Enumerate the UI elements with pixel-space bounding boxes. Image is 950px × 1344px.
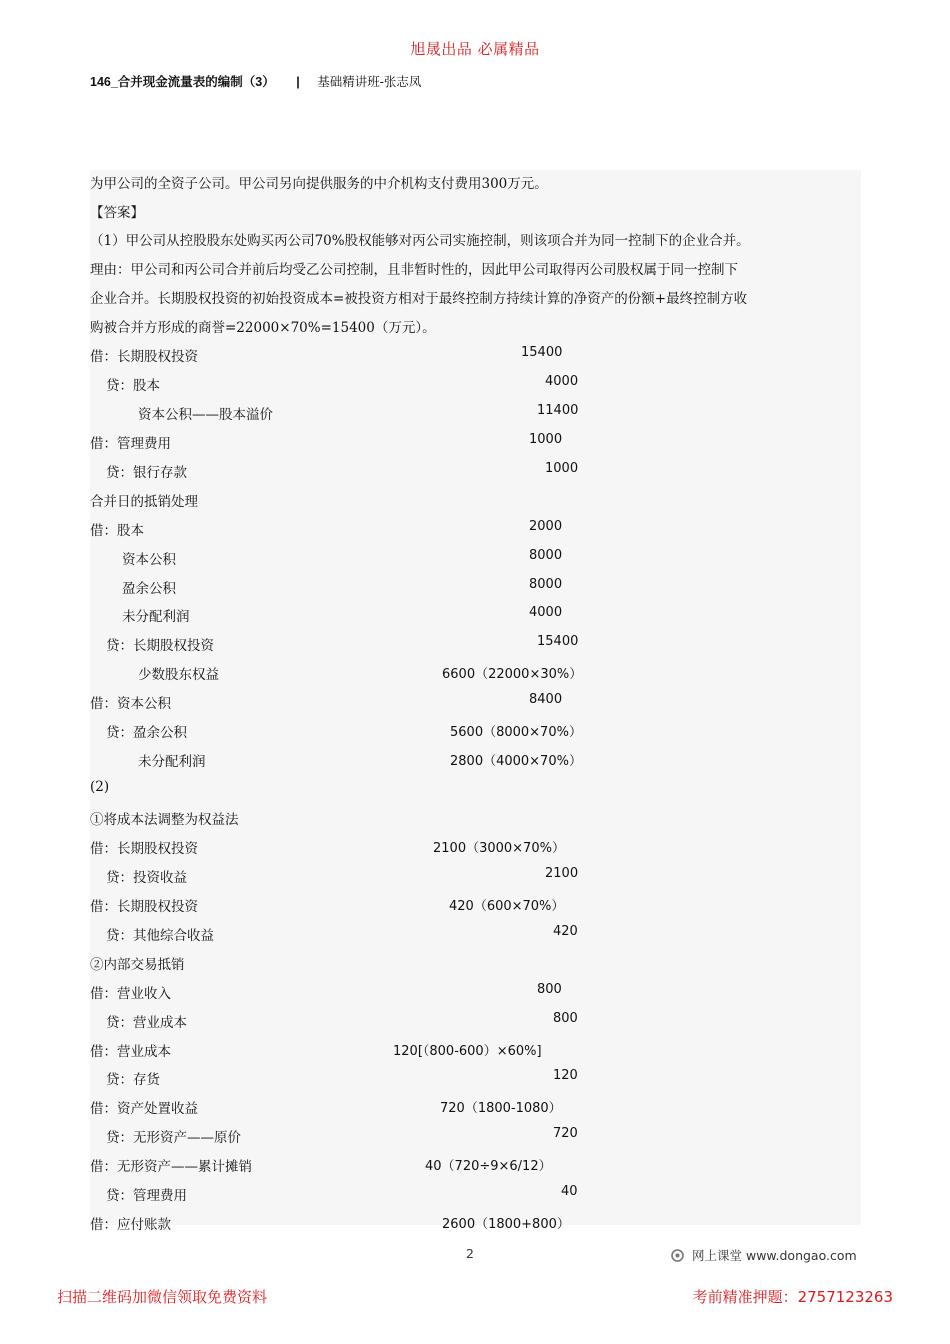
answer-heading: 【答案】 [90,204,144,221]
watermark-top: 旭晟出品 必属精品 [410,40,540,58]
account-name: 贷：银行存款 [106,464,187,481]
amount: 2100 [545,865,579,881]
paragraph: 企业合并。长期股权投资的初始投资成本=被投资方相对于最终控制方持续计算的净资产的份额+最终控制方收 [90,290,748,307]
journal-row [90,485,861,514]
account-name: 贷：长期股权投资 [106,638,214,655]
journal-row [90,745,861,774]
account-name: 借：长期股权投资 [90,349,198,365]
brand-footer[interactable] [671,1246,857,1264]
account-name: 资本公积 [122,551,176,568]
journal-row [90,1121,861,1150]
amount: 8000 [529,547,563,563]
account-name: 借：应付账款 [90,1217,171,1234]
amount: 800 [553,1010,578,1026]
account-name: ①将成本法调整为权益法 [90,812,239,828]
brand-name: 网上课堂 [691,1248,742,1263]
paragraph: （1）甲公司从控股股东处购买丙公司70%股权能够对丙公司实施控制，则该项合并为同一控制下的企业合并。 [90,233,750,250]
journal-row [90,456,861,485]
account-name: 少数股东权益 [138,667,219,684]
amount: 8400 [529,692,563,708]
amount: 720（1800-1080） [440,1101,562,1117]
lesson-title: 146_合并现金流量表的编制（3） [90,75,275,89]
account-name: 借：股本 [90,522,144,539]
amount: 1000 [545,460,579,476]
account-name: ②内部交易抵销 [90,956,185,973]
account-name: 借：长期股权投资 [90,898,198,915]
journal-entries [90,340,861,1237]
amount: 6600（22000×30%） [442,667,583,683]
account-name: 借：营业收入 [90,985,171,1002]
account-name: 资本公积——股本溢价 [138,406,273,423]
journal-row [90,427,861,456]
journal-row [90,398,861,427]
account-name: 未分配利润 [138,754,206,771]
journal-row [90,774,861,803]
journal-row [90,1092,861,1121]
paragraph: 购被合并方形成的商誉=22000×70%=15400（万元）。 [90,319,436,336]
journal-row [90,600,861,629]
amount: 1000 [529,431,563,447]
amount: 4000 [529,605,563,621]
journal-row [90,716,861,745]
journal-row [90,1006,861,1035]
amount: 2000 [529,518,563,534]
account-name: 借：资本公积 [90,696,171,713]
journal-row [90,687,861,716]
header-separator: | [296,75,300,89]
journal-row [90,514,861,543]
account-name: 贷：其他综合收益 [106,927,214,944]
page-number: 2 [466,1246,474,1261]
journal-row [90,977,861,1006]
journal-row [90,1035,861,1064]
journal-row [90,1179,861,1208]
footer-promo-left: 扫描二维码加微信领取免费资料 [57,1288,268,1306]
account-name: 借：营业成本 [90,1043,171,1060]
account-name: 盈余公积 [122,580,176,597]
course-name: 基础精讲班-张志凤 [317,75,422,89]
account-name: 未分配利润 [122,609,190,626]
brand-url[interactable]: www.dongao.com [745,1248,857,1263]
amount: 40（720÷9×6/12） [425,1159,552,1175]
amount: 800 [537,981,562,997]
dongao-logo-icon [671,1248,688,1263]
account-name: 借：资产处置收益 [90,1101,198,1118]
page-header [90,72,421,90]
journal-row [90,890,861,919]
paragraph: 为甲公司的全资子公司。甲公司另向提供服务的中介机构支付费用300万元。 [90,176,548,192]
journal-row [90,543,861,572]
journal-row [90,369,861,398]
amount: 120 [553,1068,578,1084]
account-name: 贷：营业成本 [106,1014,187,1031]
account-name: 借：长期股权投资 [90,840,198,857]
account-name: 贷：股本 [106,377,160,394]
journal-row [90,861,861,890]
account-name: 贷：管理费用 [106,1188,187,1205]
amount: 15400 [521,345,563,360]
account-name: 借：无形资产——累计摊销 [90,1159,252,1176]
journal-row [90,629,861,658]
journal-row [90,832,861,861]
journal-row [90,572,861,601]
account-name: 合并日的抵销处理 [90,493,198,510]
account-name: 贷：存货 [106,1072,160,1089]
journal-row [90,340,861,369]
amount: 4000 [545,373,579,389]
account-name: 贷：盈余公积 [106,725,187,742]
footer-promo-right: 考前精准押题：2757123263 [692,1288,893,1306]
account-name: 贷：投资收益 [106,869,187,886]
account-name: 借：管理费用 [90,435,171,452]
journal-row [90,919,861,948]
journal-row [90,948,861,977]
amount: 2800（4000×70%） [450,754,582,770]
amount: 120[（800-600）×60%] [393,1043,542,1059]
journal-row [90,803,861,832]
amount: 2600（1800+800） [442,1217,570,1233]
amount: 420（600×70%） [449,898,565,914]
amount: 40 [561,1184,578,1200]
amount: 8000 [529,576,563,592]
amount: 720 [553,1126,578,1142]
journal-row [90,1208,861,1237]
account-name: 贷：无形资产——原价 [106,1130,241,1147]
journal-row [90,658,861,687]
journal-row [90,1150,861,1179]
amount: 2100（3000×70%） [433,840,565,856]
amount: 420 [553,923,578,939]
amount: 11400 [537,402,579,418]
journal-row [90,1063,861,1092]
amount: 5600（8000×70%） [450,725,582,741]
account-name: (2) [90,779,110,796]
amount: 15400 [537,634,579,650]
paragraph: 理由：甲公司和丙公司合并前后均受乙公司控制，且非暂时性的，因此甲公司取得丙公司股权属于同一控制下 [90,262,738,279]
document-body [90,170,861,1234]
